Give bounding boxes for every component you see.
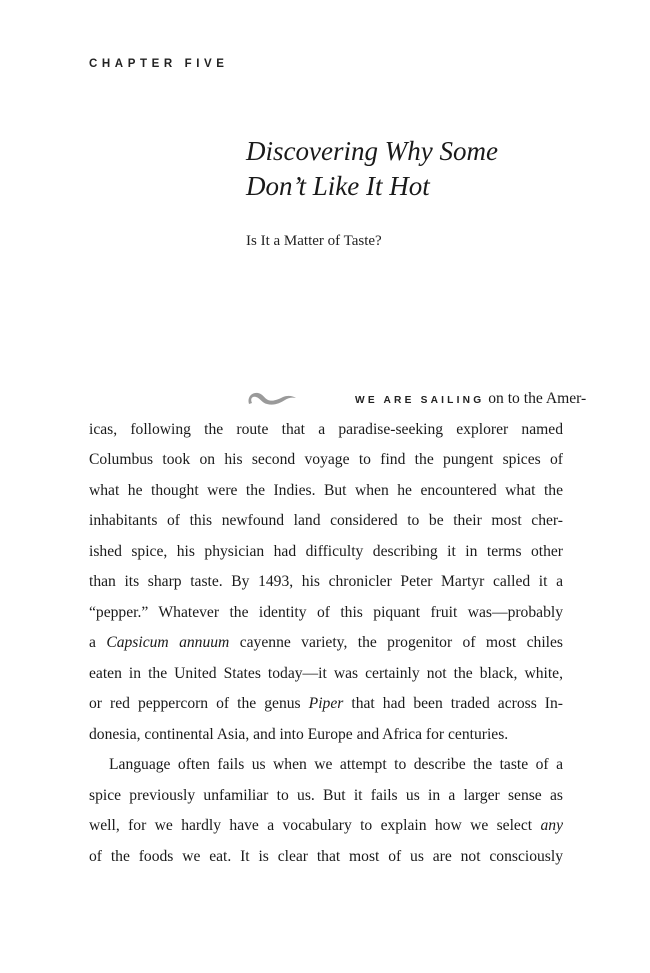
- body-text: [89, 384, 587, 872]
- chapter-title: [246, 134, 576, 204]
- body-text-run: or red peppercorn of the genus: [89, 695, 309, 712]
- lead-smallcaps: WE ARE SAILING: [355, 395, 485, 406]
- body-text-run: inhabitants of this newfound land considered to be their most cher-: [89, 512, 563, 529]
- body-text-run: “pepper.” Whatever the identity of this piquant fruit was—probably: [89, 603, 563, 621]
- body-text-run: ished spice, his physician had difficulty describing it in terms other: [89, 542, 563, 560]
- chapter-title-line-1: Discovering Why Some: [246, 136, 498, 166]
- chapter-title-line-2: Don’t Like It Hot: [246, 171, 430, 201]
- body-line: [89, 689, 563, 720]
- body-line: [89, 659, 563, 690]
- body-line: [89, 811, 563, 842]
- body-line: [89, 628, 563, 659]
- body-text-run: on to the Amer-: [484, 390, 587, 407]
- body-line: [89, 598, 563, 629]
- body-text-run: spice previously unfamiliar to us. But it fails us in a larger sense as: [89, 786, 563, 804]
- body-line: [89, 445, 563, 476]
- body-line: [89, 750, 563, 781]
- body-line: [89, 415, 563, 446]
- body-text-run: well, for we hardly have a vocabulary to explain how we select: [89, 817, 541, 834]
- italic-run: Capsicum annuum: [106, 634, 230, 651]
- body-text-run: of the foods we eat. It is clear that most of us are not consciously: [89, 847, 563, 865]
- body-text-run: a: [89, 634, 107, 651]
- body-text-run: what he thought were the Indies. But when he encountered what the: [89, 481, 563, 499]
- chapter-label: CHAPTER FIVE: [89, 58, 229, 70]
- body-text-run: eaten in the United States today—it was certainly not the black, white,: [89, 664, 563, 682]
- body-text-run: that had been traded across In-: [343, 695, 563, 712]
- body-line: [89, 781, 563, 812]
- chapter-subtitle: Is It a Matter of Taste?: [246, 233, 382, 249]
- body-text-run: icas, following the route that a paradise-seeking explorer named: [89, 420, 563, 438]
- body-text-run: than its sharp taste. By 1493, his chronicler Peter Martyr called it a: [89, 573, 563, 590]
- body-line: [89, 506, 563, 537]
- body-line: [89, 567, 563, 598]
- body-line: [89, 384, 587, 415]
- body-line: [89, 537, 563, 568]
- italic-run: Piper: [308, 695, 344, 712]
- body-text-run: Columbus took on his second voyage to find the pungent spices of: [89, 451, 563, 468]
- body-text-run: cayenne variety, the progenitor of most chiles: [229, 634, 563, 651]
- body-line: [89, 842, 563, 873]
- body-line: [89, 476, 563, 507]
- body-text-run: donesia, continental Asia, and into Europe and Africa for centuries.: [89, 725, 509, 743]
- italic-run: any: [540, 817, 563, 834]
- body-line: [89, 720, 563, 751]
- body-text-run: Language often fails us when we attempt to describe the taste of a: [109, 756, 563, 773]
